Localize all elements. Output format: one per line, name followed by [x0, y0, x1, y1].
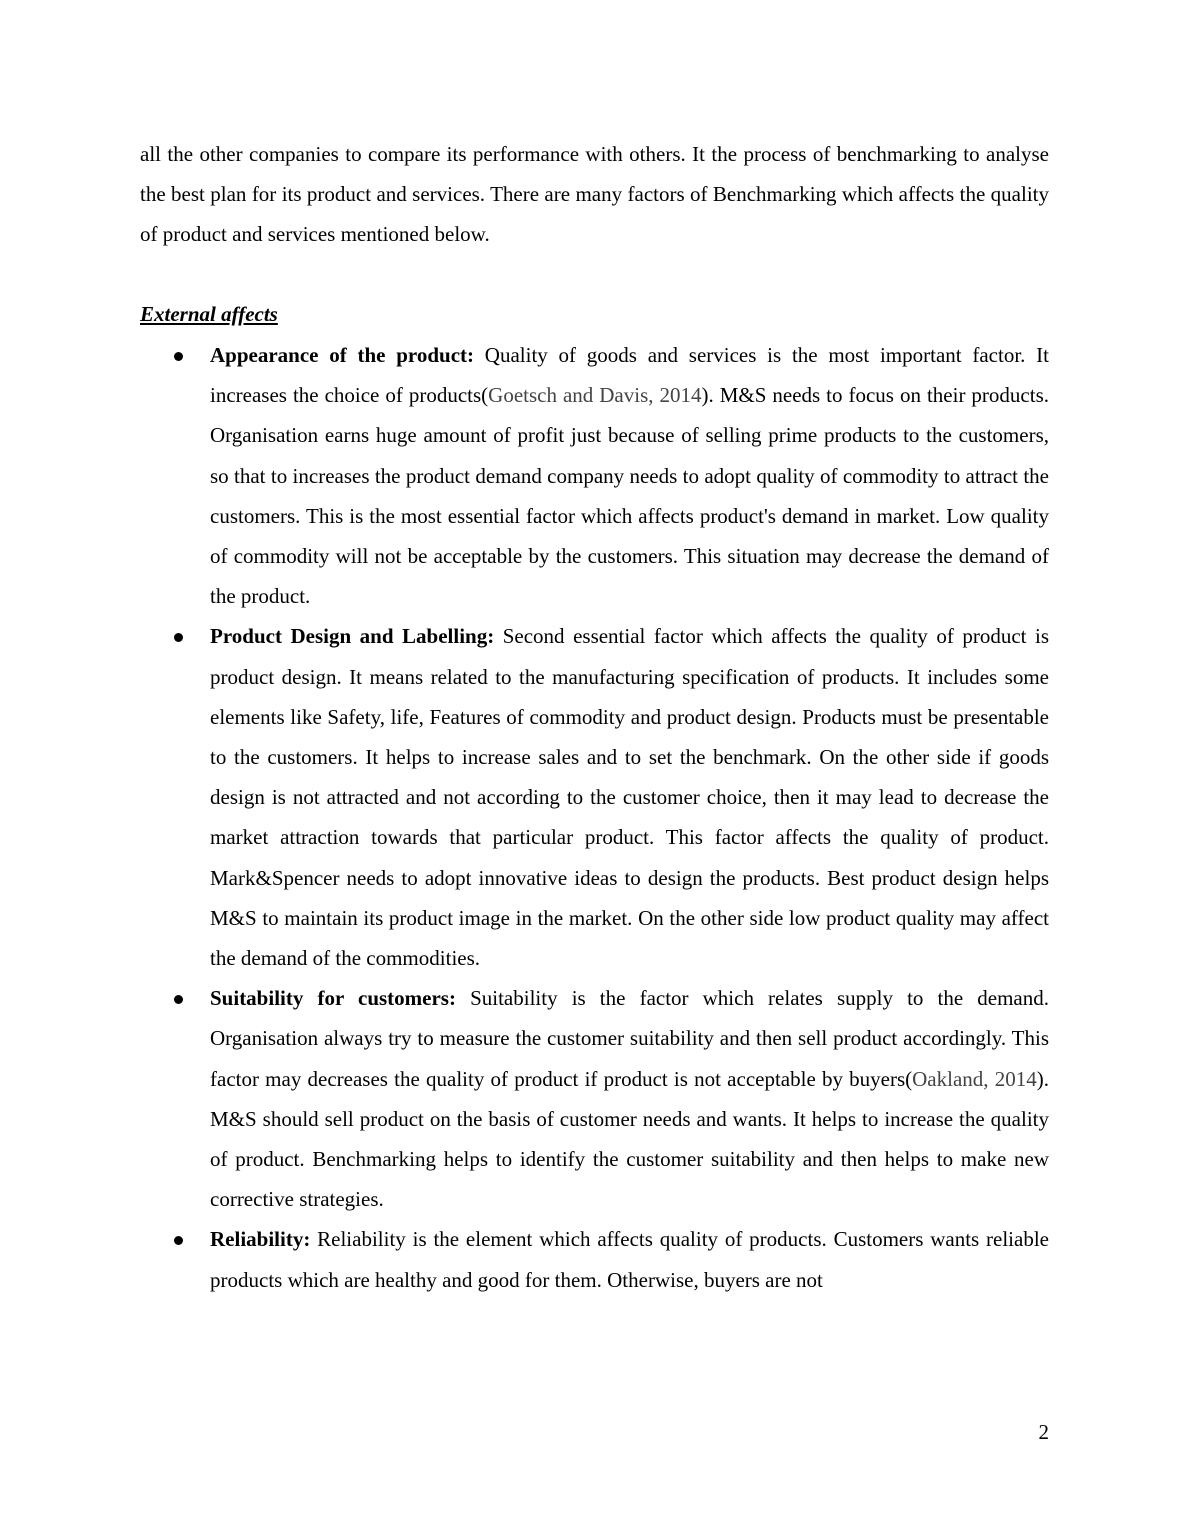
factor-term: Suitability for customers:	[210, 986, 456, 1011]
bullet-icon	[174, 352, 183, 361]
factor-text: Suitability is the factor which relates supply to the demand. Organisation always try to measure the customer suitability and then sell product accordingly. This factor may decreases the quality of product if product is not acceptable by buyers(	[210, 986, 1049, 1091]
factor-list	[210, 335, 1049, 1300]
section-heading: External affects	[140, 302, 278, 326]
factor-text: Quality of goods and services is the most important factor. It increases the choice of products(	[210, 343, 1049, 408]
list-item-suitability	[210, 978, 1049, 1219]
bullet-icon	[174, 1236, 183, 1245]
factor-text: Second essential factor which affects the quality of product is product design. It means related to the manufacturing specification of products. It includes some elements like Safety, life, Features of commodity and product design. Products must be presentable to the customers. It helps to increase sales and to set the benchmark. On the other side if goods design is not attracted and not according to the customer choice, then it may lead to decrease the market attraction towards that particular product. This factor affects the quality of product. Mark&Spencer needs to adopt innovative ideas to design the products. Best product design helps M&S to maintain its product image in the market. On the other side low product quality may affect the demand of the commodities.	[210, 624, 1050, 971]
page-number: 2	[1038, 1420, 1049, 1444]
list-item-appearance	[210, 335, 1049, 616]
factor-term: Appearance of the product:	[210, 343, 475, 367]
list-item-product-design	[210, 616, 1049, 978]
intro-paragraph: all the other companies to compare its performance with others. It the process of benchmarking to analyse the best plan for its product and services. There are many factors of Benchmarking which affects the quality of product and services mentioned below.	[140, 142, 1049, 247]
bullet-icon	[174, 633, 183, 642]
list-item-reliability	[210, 1219, 1049, 1299]
factor-text-continued: ). M&S needs to focus on their products. Organisation earns huge amount of profit just because of selling prime products to the customers, so that to increases the product demand company needs to adopt quality of commodity to attract the customers. This is the most essential factor which affects product's demand in market. Low quality of commodity will not be acceptable by the customers. This situation may decrease the demand of the product.	[210, 383, 1049, 609]
factor-text-continued: ). M&S should sell product on the basis of customer needs and wants. It helps to increase the quality of product. Benchmarking helps to identify the customer suitability and then helps to make new corrective strategies.	[210, 1066, 1049, 1212]
citation: Oakland, 2014	[912, 1066, 1037, 1091]
citation: Goetsch and Davis, 2014	[488, 383, 702, 408]
factor-text: Reliability is the element which affects quality of products. Customers wants reliable products which are healthy and good for them. Otherwise, buyers are not	[210, 1227, 1049, 1292]
factor-term: Reliability:	[210, 1227, 311, 1252]
factor-term: Product Design and Labelling:	[210, 624, 495, 649]
bullet-icon	[174, 995, 183, 1004]
